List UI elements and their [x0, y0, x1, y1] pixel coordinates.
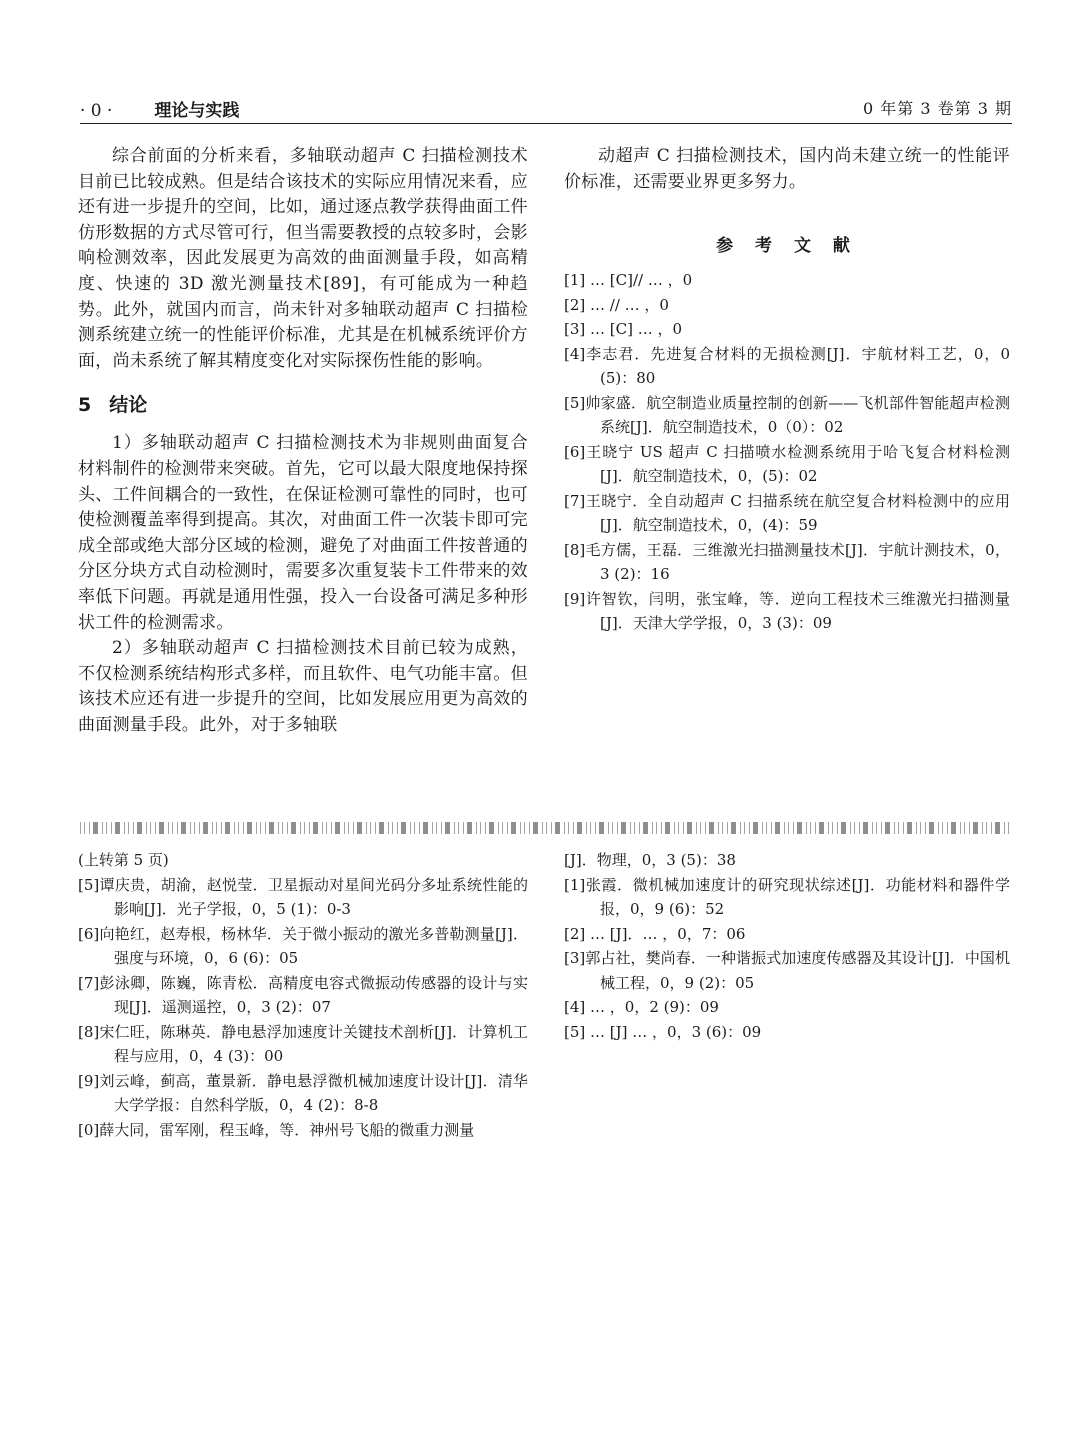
section-heading-text: 结论: [109, 394, 148, 417]
page-mark: · 0 ·: [80, 101, 113, 121]
reference-item: [9]许智钦，闫明，张宝峰，等．逆向工程技术三维激光扫描测量[J]．天津大学学报，0，3 (3)：09: [564, 589, 1010, 633]
reference-item: [3] … [C] … ，0: [564, 320, 683, 339]
right-column: [564, 144, 1010, 636]
paragraph: 综合前面的分析来看，多轴联动超声 C 扫描检测技术目前已比较成熟。但是结合该技术的实际应用情况来看，应还有进一步提升的空间，比如，通过逐点教学获得曲面工件仿形数据的方式尽管可行，但当需要教授的点较多时，会影响检测效率，因此发展更为高效的曲面测量手段，如高精度、快速的 3D 激光测量技术[89]，有可能成为一种趋势。此外，就国内而言，尚未针对多轴联动超声 C 扫描检测系统建立统一的性能评价标准，尤其是在机械系统评价方面，尚未系统了解其精度变化对实际探伤性能的影响。: [78, 146, 528, 371]
reference-item: [1]张霞．微机械加速度计的研究现状综述[J]．功能材料和器件学报，0，9 (6)：52: [564, 875, 1010, 918]
reference-item: [4] … ，0，2 (9)：09: [564, 998, 719, 1016]
reference-item: [5]谭庆贵，胡渝，赵悦莹．卫星振动对星间光码分多址系统性能的影响[J]．光子学报，0，5 (1)：0-3: [78, 875, 528, 918]
section-number: 5: [78, 394, 92, 417]
bottom-left-column: [78, 848, 528, 1142]
continued-note: (上转第 5 页): [78, 851, 169, 869]
reference-item: [7]王晓宁．全自动超声 C 扫描系统在航空复合材料检测中的应用[J]．航空制造技术，0，(4)：59: [564, 491, 1010, 535]
reference-item: [1] … [C]// … ，0: [564, 271, 693, 290]
reference-item: [6]王晓宁 US 超声 C 扫描喷水检测系统用于哈飞复合材料检测[J]．航空制造技术，0，(5)：02: [564, 442, 1010, 486]
paragraph: 动超声 C 扫描检测技术，国内尚未建立统一的性能评价标准，还需要业界更多努力。: [564, 146, 1010, 192]
reference-item: [5]帅家盛．航空制造业质量控制的创新——飞机部件智能超声检测系统[J]．航空制造技术，0（0）：02: [564, 393, 1010, 437]
header-left: [80, 96, 239, 121]
decorative-divider: [80, 822, 1012, 834]
reference-item: [6]向艳红，赵寿根，杨林华．关于微小振动的激光多普勒测量[J]．强度与环境，0，6 (6)：05: [78, 924, 528, 967]
paragraph: 1）多轴联动超声 C 扫描检测技术为非规则曲面复合材料制件的检测带来突破。首先，它可以最大限度地保持探头、工件间耦合的一致性，在保证检测可靠性的同时，也可使检测覆盖率得到提高。其次，对曲面工件一次装卡即可完成全部或绝大部分区域的检测，避免了对曲面工件按普通的分区分块方式自动检测时，需要多次重复装卡工件带来的效率低下问题。再就是通用性强，投入一台设备可满足多种形状工件的检测需求。: [78, 433, 528, 633]
reference-item: [2] … [J]．… ，0，7：06: [564, 924, 746, 943]
bottom-right-column: [564, 848, 1010, 1044]
reference-item: [8]毛方儒，王磊．三维激光扫描测量技术[J]．宇航计测技术，0，3 (2)：16: [564, 540, 1010, 584]
reference-item: [8]宋仁旺，陈琳英．静电悬浮加速度计关键技术剖析[J]．计算机工程与应用，0，4 (3)：00: [78, 1022, 528, 1065]
paragraph: 2）多轴联动超声 C 扫描检测技术目前已较为成熟，不仅检测系统结构形式多样，而且软件、电气功能丰富。但该技术应还有进一步提升的空间，比如发展应用更为高效的曲面测量手段。此外，对于多轴联: [78, 638, 528, 735]
left-column: [78, 144, 528, 738]
reference-item: [3]郭占社，樊尚春．一种谐振式加速度传感器及其设计[J]．中国机械工程，0，9 (2)：05: [564, 949, 1010, 992]
references-heading: 参 考 文 献: [716, 236, 858, 257]
section-heading: [78, 390, 528, 417]
reference-item: [7]彭泳卿，陈巍，陈青松．高精度电容式微振动传感器的设计与实现[J]．遥测遥控，0，3 (2)：07: [78, 973, 528, 1016]
reference-item: [J]．物理，0，3 (5)：38: [564, 851, 736, 869]
reference-item: [0]薛大同，雷军刚，程玉峰，等．神州号飞船的微重力测量: [78, 1120, 475, 1139]
section-title: 理论与实践: [154, 101, 240, 121]
reference-item: [5] … [J] … ，0，3 (6)：09: [564, 1022, 762, 1041]
reference-item: [9]刘云峰，蓟高，董景新．静电悬浮微机械加速度计设计[J]．清华大学学报：自然科学版，0，4 (2)：8-8: [78, 1071, 528, 1114]
reference-item: [2] … // … ，0: [564, 295, 669, 314]
header-rule: [80, 123, 1012, 124]
running-header: [80, 96, 1012, 122]
issue-info: 0 年第 3 卷第 3 期: [863, 99, 1012, 118]
reference-item: [4]李志君．先进复合材料的无损检测[J]．宇航材料工艺，0，0 (5)：80: [564, 344, 1010, 388]
